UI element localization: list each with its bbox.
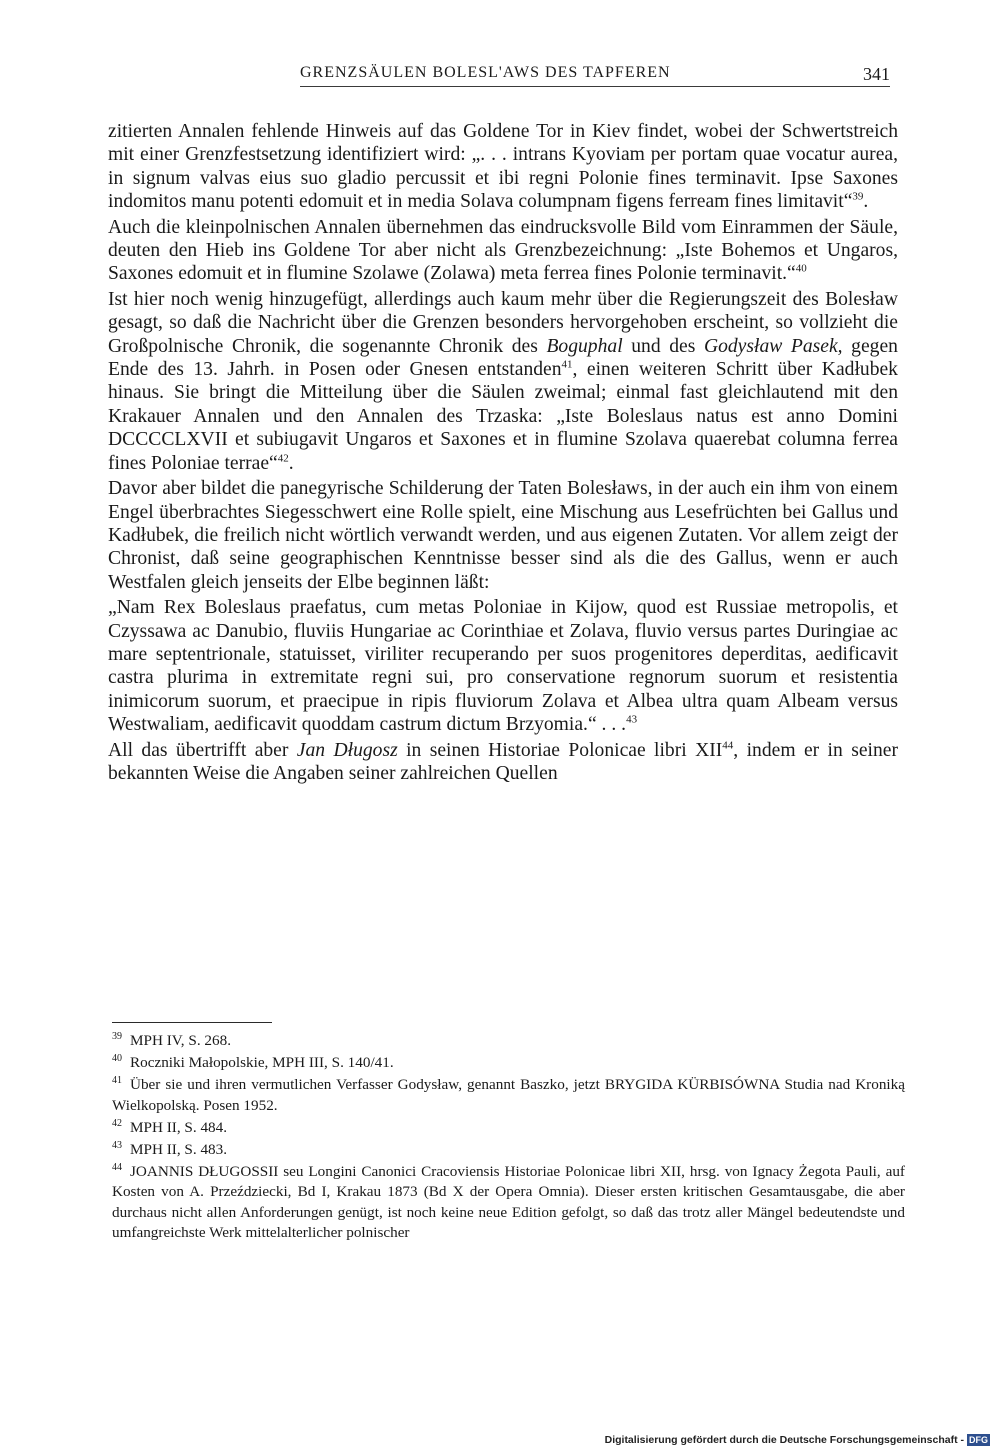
footnote-ref-39: 39 [852,190,864,203]
paragraph-6: All das übertrifft aber Jan Długosz in seinen Historiae Polonicae libri XII$^{44}$, indem er in seiner bekannten Weise die Angaben seiner zahlreichen Quellen [108,739,898,784]
paragraph-2: Auch die kleinpolnischen Annalen übernehmen das eindrucksvolle Bild vom Einrammen der Säule, deuten den Hieb ins Goldene Tor aber nicht als Grenzbezeichnung: „Iste Bohemos et Ungaros, Saxones edomuit et in flumine Szolawe (Zolawa) meta ferrea fines Polonie terminavit.“$^{40}$ [108,216,898,285]
footnote-ref-43: 43 [626,713,638,726]
footnote: $^{39}$ MPH IV, S. 268. [112,1030,231,1049]
footnote: $^{40}$ Roczniki Małopolskie, MPH III, S. 140/41. [112,1053,394,1072]
footnote: $^{43}$ MPH II, S. 483. [112,1139,228,1158]
paragraph-5-quote: „Nam Rex Boleslaus praefatus, cum metas Poloniae in Kijow, quod est Russiae metropolis, et Czyssawa ac Danubio, fluviis Hungariae ac Corinthiae et Zolava, fluvio versus partes Duringiae ac mare septentrionale, statuisset, viriliter recuperando per suos progenitores deperditas, aedificavit castra plurima in extremitate regni sui, pro conservatione regnorum suorum et resistentia inimicorum suorum, et praecipue in ripis fluviorum Zolava et Albea ultra quam Albeam versus Westwaliam, aedificavit quoddam castrum dictum Brzyomia.“ . . .$^{43}$ [108,597,898,736]
running-title: GRENZSÄULEN BOLESL'AWS DES TAPFEREN [300,64,671,81]
footnote-ref-44: 44 [722,739,734,752]
paragraph-4: Davor aber bildet die panegyrische Schilderung der Taten Bolesławs, in der auch ein ihm von einem Engel überbrachtes Siegesschwert eine Rolle spielt, eine Mischung aus Lesefrüchten bei Gallus und Kadłubek, die freilich nicht wörtlich verwandt werden, und aus eigenen Zutaten. Vor allem zeigt der Chronist, daß seine geographischen Kenntnisse besser sind als die des Gallus, wenn er auch Westfalen gleich jenseits der Elbe beginnen läßt: [108,478,898,593]
footnote: $^{44}$ JOANNIS DŁUGOSSII seu Longini Canonici Cracoviensis Historiae Polonicae libri XII, hrsg. von Ignacy Żegota Pauli, auf Kosten von A. Przeździecki, Bd I, Krakau 1873 (Bd X der Opera Omnia). Dieser ersten kritischen Gesamtausgabe, die aber durchaus nicht allen Anforderungen genügt, ist noch keine neue Edition gefolgt, so daß das trotz aller Mängel bedeutendste und umfangreichste Werk mittelalterlicher polnischer [112,1161,905,1242]
digitization-text: Digitalisierung gefördert durch die Deutsche Forschungsgemeinschaft - [604,1434,964,1446]
footnote: $^{41}$ Über sie und ihren vermutlichen Verfasser Godysław, genannt Baszko, jetzt BRYGIDA KÜRBISÓWNA Studia nad Kroniką Wielkopolską. Posen 1952. [112,1075,905,1114]
footnote-ref-41: 41 [561,358,573,371]
footnote-ref-40: 40 [795,262,807,275]
name-jan-dlugosz: Jan Długosz [296,739,398,761]
paragraph-3: Ist hier noch wenig hinzugefügt, allerdings auch kaum mehr über die Regierungszeit des Bolesław gesagt, so daß die Nachricht über die Grenzen besonders hervorgehoben erscheint, so vollzieht die Großpolnische Chronik, die sogenannte Chronik des Boguphal und des Godysław Pasek, gegen Ende des 13. Jahrh. in Posen oder Gnesen entstanden$^{41}$, einen weiteren Schritt über Kadłubek hinaus. Sie bringt die Mitteilung über die Säulen zweimal; einmal fast gleichlautend mit den Krakauer Annalen und den Annalen des Trzaska: „Iste Boleslaus natus est anno Domini DCCCCLXVII et subiugavit Ungaros et Saxones et in flumine Szolava quaerebat columna ferrea fines Poloniae terrae“$^{42}$. [108,288,898,474]
header-rule [300,86,890,87]
digitization-notice [605,1434,990,1446]
running-header [300,64,890,86]
footnote-ref-42: 42 [277,452,289,465]
paragraph-1: zitierten Annalen fehlende Hinweis auf das Goldene Tor in Kiev findet, wobei der Schwertstreich mit einer Grenzfestsetzung identifiziert wird: „. . . intrans Kyoviam per portam quae vocatur aurea, in signum valvas eius suo gladio percussit et ibi regni Polonie fines terminavit. Ipse Saxones indomitos manu potenti edomuit et in media Solava columpnam figens ferream fines limitavit“$^{39}$. [108,121,898,213]
footnotes [112,1031,905,1245]
name-godyslaw-pasek: Godysław Pasek, [703,335,843,357]
main-text [108,120,898,787]
footnote-rule [112,1022,272,1023]
page-number: 341 [863,64,890,84]
name-boguphal: Boguphal [546,335,623,357]
footnote: $^{42}$ MPH II, S. 484. [112,1117,228,1136]
dfg-logo: DFG [969,1435,988,1446]
